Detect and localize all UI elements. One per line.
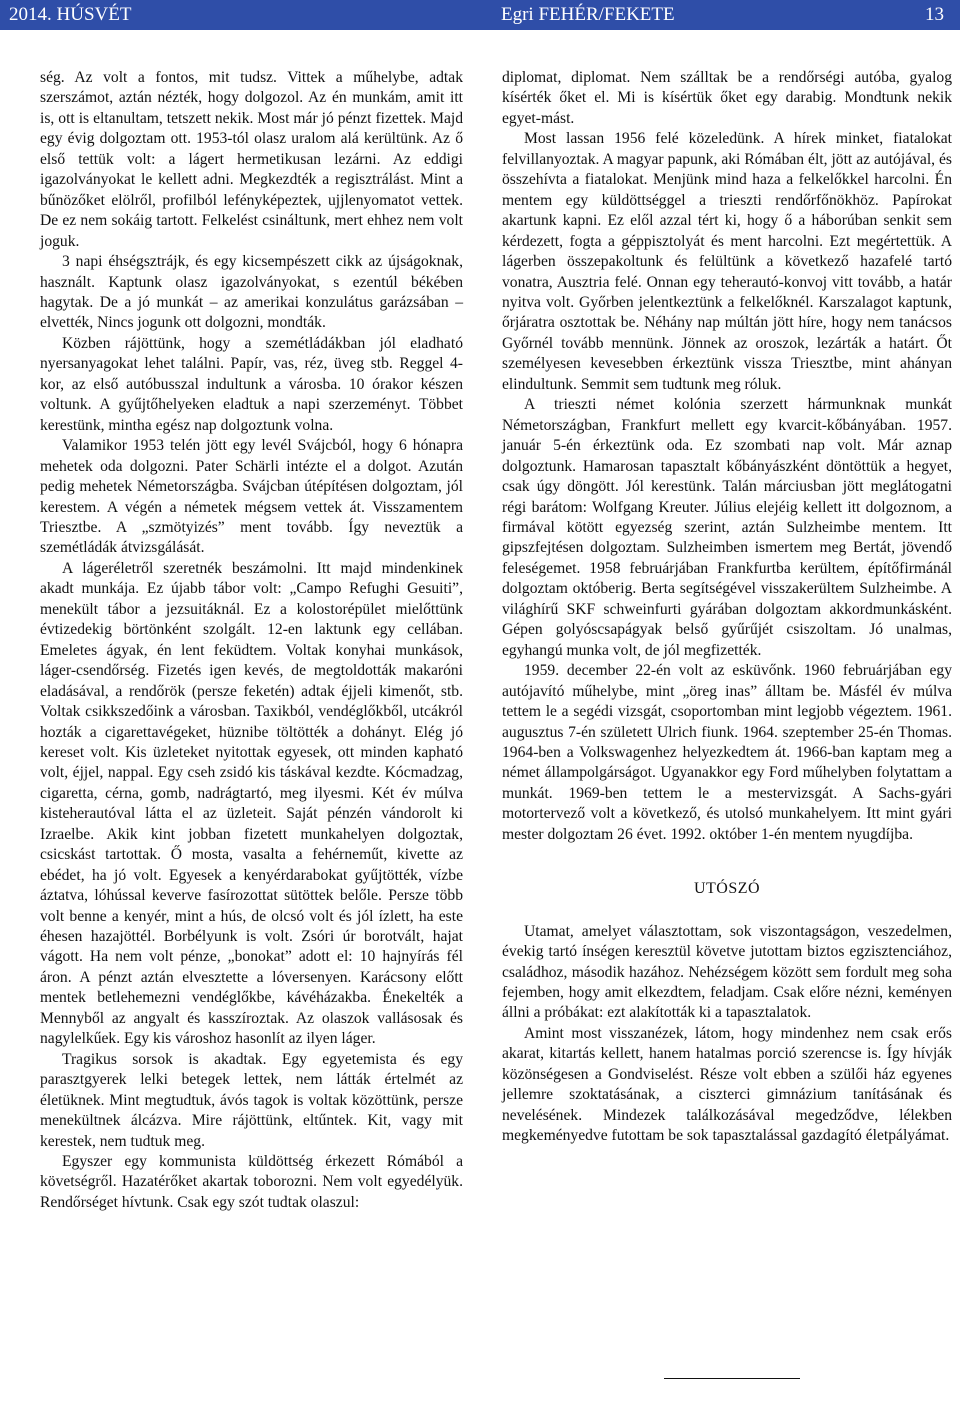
publication-title: Egri FEHÉR/FEKETE [501,4,675,25]
paragraph: ség. Az volt a fontos, mit tudsz. Vittek a műhelybe, adtak szerszámot, aztán nézték, hogy dolgozol. Az én munkám, amit itt is, ott is eltanultam, tetszett nekik. Most már jó pénzt fizettek. Majd egy évig dolgoztam ott. 1953-tól olasz uralom alá kerültünk. Az ő első tettük volt: a lágert hermetikusan lezárni. Az eddigi igazolványokat le kellett adni. Megkezdték a regisztrálást. Mint a bűnözőket elölről, profilból lefényképeztek, ujjlenyomatot vettek. De ez nem sokáig tartott. Felkelést csináltunk, mert ehhez nem volt joguk. [40,69,463,250]
paragraph: A trieszti német kolónia szerzett hármunknak munkát Németországban, Frankfurt mellett egy kvarcit-kőbányában. 1957. január 5-én érkeztünk oda. Ez szombati nap volt. Már aznap dolgoztunk. Hamarosan tapasztalt kőbányászként döntöttük a hegyet, csak úgy döngött. Jól kerestünk. Talán márciusban jött meglátogatni régi barátom: Wolfgang Kreuter. Július elejéig kellett itt dolgoznom, a firmával kötött egyezség szerint, aztán Sulzheimbe mentem. Itt gipszfejtésen dolgoztam. Sulzheimben ismertem meg Bertát, jövendő feleségemet. 1958 februárjában Frankfurtba kerültem, építőfirmánál dolgoztam októberig. Berta segítségével visszakerültem Sulzheimbe. A világhírű SKF schweinfurti gyárában dolgoztam akkordmunkásként. Gépen golyóscsapágyak belső gyűrűjét csiszoltam. Jó unalmas, egyhangú munka volt, de jól megfizették. [502,396,952,659]
paragraph: A lágeréletről szeretnék beszámolni. Itt majd mindenkinek akadt munkája. Ez újabb tábor volt: „Campo Refughi Gesuiti”, menekült tábor a jezsuitáknál. Ez a kolostorépület mielőttünk évtizedekig börtönként szolgált. 12-en laktunk egy cellában. Emeletes ágyak, én lent feküdtem. Voltak konyhai munkások, láger-csendőrség. Fizetés igen kevés, de megtoldották makaróni eladásával, a rendőrök (persze feketén) adtak éjjeli kimenőt, stb. Voltak csikkszedőink a városban. Taxikból, vendéglőkből, utcákról hozták a cigarettavégeket, hüznibe töltötték a dohányt. Elég jó kereset volt. Kis üzleteket nyitottak egyesek, ott minden kapható volt, éjjel, nappal. Egy cseh zsidó kis táskával kezdte. Kócmadzag, cigaretta, cérna, gomb, nadrágtartó, meg ilyesmi. Két év múlva kisteherautóval látta el az üzleteit. Saját pénzén vándorolt ki Izraelbe. Akik kint jobban fizetett munkahelyen dolgoztak, csicskást tartottak. Ő mosta, vasalta a fehérneműt, kivette az ebédet, ha jó volt. Egyesek a kenyérdarabokat gyűjtötték, vízbe áztatva, lóhússal keverve fasírozottat sütöttek belőle. Persze több volt benne a kenyér, mint a hús, de olcsó volt és jól ízlett, ha este éhesen hazajöttél. Borbélyunk is volt. Zsóri úr borotvált, hajat vágott. Ha nem volt pénze, „bonokat” adott el: 10 hajnyírás fél áron. A pénzt aztán elvesztette a lóversenyen. Karácsony előtt mentek betlehemezni vendéglőkbe, kávéházakba. Énekelték a Mennyből az angyalt és kasszíroztak. Az olaszok vallásosak és nagylelkűek. Egy kis városhoz hasonlít az ilyen láger. [40,559,463,1048]
paragraph: 3 napi éhségsztrájk, és egy kicsempészett cikk az újságoknak, használt. Kaptunk olasz igazolványokat, s ezentúl békében hagytak. De a jó munkát – az amerikai konzulátus garázsában – elvették, Nincs jogunk ott dolgozni, mondták. [40,253,463,332]
end-rule [664,1378,800,1379]
paragraph: diplomat, diplomat. Nem szálltak be a rendőrségi autóba, gyalog kísérték őket el. Mi is kísértük őket egy darabig. Mondtunk nekik egyet-mást. [502,69,952,127]
section-title: UTÓSZÓ [693,880,761,898]
paragraph: Utamat, amelyet választottam, sok viszontagságon, veszedelmen, évekig tartó ínségen keresztül követve jutottam biztos egzisztenciához, családhoz, második hazához. Nehézségem között sem fordult meg soha fejemben, hogy amit elkezdtem, feladjam. Csak előre nézni, keményen állni a próbákat: ezt alakították ki a tapasztalatok. [502,922,952,1022]
paragraph: Tragikus sorsok is akadtak. Egy egyetemista és egy parasztgyerek lelki betegek lettek, nem látták értelmét az életüknek. Mint megtudtuk, ávós tagok is voltak közöttünk, persze menekültnek álcázva. Mire rájöttünk, eltűntek. Kit, vagy mit kerestek, nem tudtuk meg. [40,1050,463,1150]
page-header [0,0,960,30]
paragraph: Most lassan 1956 felé közeledünk. A hírek minket, fiatalokat felvillanyoztak. A magyar papunk, aki Rómában élt, jött az autójával, és összehívta a fiatalokat. Menjünk mind haza a felkelőkkel harcolni. Én mentem egy küldöttséggel a trieszti rendőrfőnökhöz. Papírokat akartunk kapni. Ez elől azzal tért ki, hogy ő a háborúban senkit sem kérdezett, fogta a géppisztolyát és ment harcolni. Ezt megértettük. A lágerben összepakoltunk és felültünk a következő hazafelé tartó vonatra, Ausztria felé. Onnan egy teherautó-konvoj vitt tovább, a határ nyitva volt. Győrben jelentkeztünk a felkelőknél. Karszalagot kaptunk, őrjáratra osztottak be. Néhány nap múltán jött híre, hogy nem tanácsos Győrnél tovább mennünk. Jönnek az oroszok, lezárták a határt. Őt személyesen kevesebben érkeztünk vissza Triesztbe, mint ahányan elindultunk. Semmit sem tudtunk meg róluk. [502,130,952,393]
paragraph: Amint most visszanézek, látom, hogy mindenhez nem csak erős akarat, kitartás kellett, hanem hatalmas porció szerencse is. Így hívják közönségesen a Gondviselést. Része volt ebben a szülői ház egyenes jellemre szoktatásának, a ciszterci gimnázium tanításának és nevelésének. Mindezek találkozásával megedződve, lélekben megkeményedve futottam be sok tapasztalással gazdagító életpályámat. [502,1024,952,1145]
paragraph: 1959. december 22-én volt az esküvőnk. 1960 februárjában egy autójavító műhelybe, mint „öreg inas” álltam be. Másfél év múlva tettem le a segédi vizsgát, csoportomban mint legjobb végeztem. 1961. augusztus 7-én született Ulrich fiunk. 1964. szeptember 25-én Thomas. 1964-ben a Volkswagenhez helyezkedtem át. 1966-ban kaptam meg a német állampolgárságot. Ugyanakkor egy Ford műhelyben folytattam a munkát. 1969-ben tettem le a mestervizsgát. A Sachs-gyári motortervező volt a következő, és utolsó munkahelyem. Itt mint gyári mester dolgoztam 26 évet. 1992. október 1-én mentem nyugdíjba. [502,662,952,843]
right-column [502,68,952,1147]
paragraph: Egyszer egy kommunista küldöttség érkezett Rómából a követségről. Hazatérőket akartak toborozni. Nem volt egyedélyük. Rendőrséget hívtunk. Csak egy szót tudtak olaszul: [40,1153,463,1211]
page-number: 13 [925,4,944,25]
paragraph: Valamikor 1953 telén jött egy levél Svájcból, hogy 6 hónapra mehetek oda dolgozni. Pater Schärli intézte el a dolgot. Azután pedig mehetek Németországba. Svájcban útépítésen dolgoztam, jól kerestem. A végén a németek mégsem vettek át. Visszamentem Triesztbe. A „szmötyizés” ment tovább. Így neveztük a szemétládák átvizsgálását. [40,437,463,557]
paragraph: Közben rájöttünk, hogy a szemétládákban jól eladható nyersanyagokat lehet találni. Papír, vas, réz, üveg stb. Reggel 4-kor, az első autóbusszal indultunk a városba. 10 órakor készen voltunk. A gyűjtőhelyeken eladtuk a napi szerzeményt. Többet kerestünk, mintha egész nap dolgoztunk volna. [40,334,463,434]
left-column [40,68,463,1213]
issue-date: 2014. HÚSVÉT [9,4,132,25]
